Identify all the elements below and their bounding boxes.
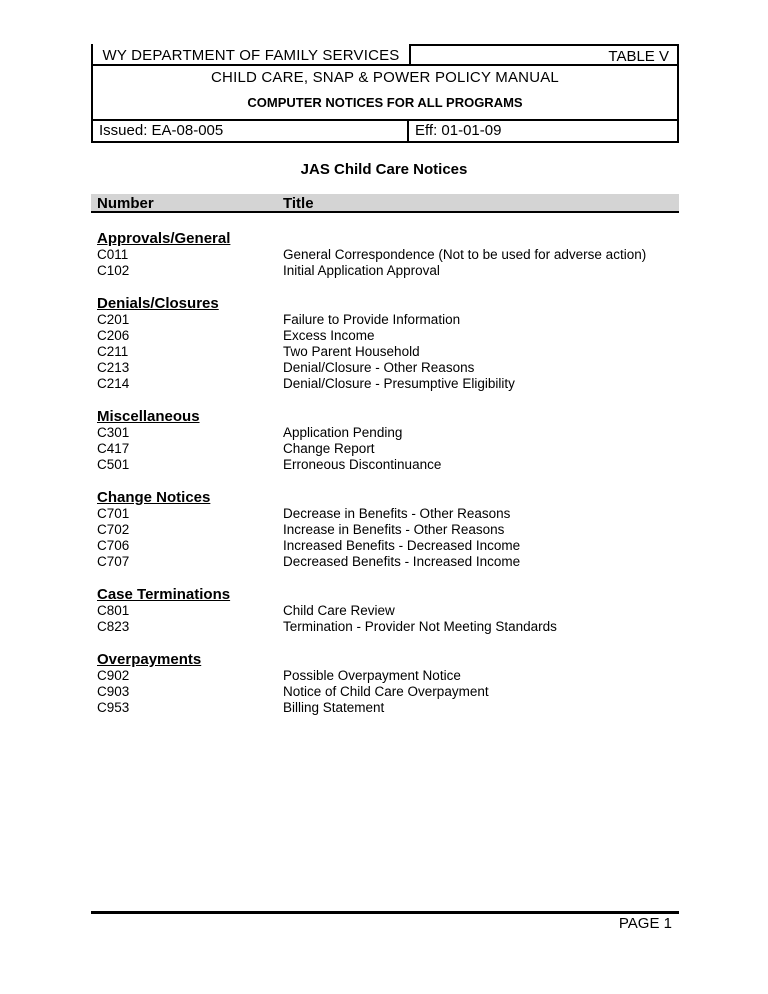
section-heading: Denials/Closures: [97, 295, 219, 312]
notice-row: [97, 554, 677, 570]
notice-title: Change Report: [283, 441, 375, 456]
notice-title: Decrease in Benefits - Other Reasons: [283, 506, 511, 521]
notice-number: C707: [97, 554, 130, 569]
manual-title: CHILD CARE, SNAP & POWER POLICY MANUAL: [211, 69, 559, 86]
notice-row: [97, 360, 677, 376]
notice-number: C102: [97, 263, 130, 278]
notice-title: Application Pending: [283, 425, 403, 440]
notice-row: [97, 506, 677, 522]
notice-section: [97, 489, 677, 570]
notice-title: Termination - Provider Not Meeting Standards: [283, 619, 557, 634]
notice-row: [97, 328, 677, 344]
notice-row: [97, 425, 677, 441]
notice-number: C706: [97, 538, 130, 553]
notice-title: Possible Overpayment Notice: [283, 668, 461, 683]
notice-number: C206: [97, 328, 130, 343]
notice-number: C702: [97, 522, 130, 537]
header-bottom-row: [93, 121, 677, 141]
notice-number: C953: [97, 700, 130, 715]
notice-title: Denial/Closure - Presumptive Eligibility: [283, 376, 515, 391]
notice-number: C823: [97, 619, 130, 634]
effective-date: Eff: 01-01-09: [415, 122, 502, 139]
notice-row: [97, 700, 677, 716]
notice-row: [97, 312, 677, 328]
notice-number: C701: [97, 506, 130, 521]
notice-row: [97, 538, 677, 554]
column-header-number: Number: [97, 195, 154, 212]
notice-title: Excess Income: [283, 328, 375, 343]
notice-row: [97, 263, 677, 279]
notice-section: [97, 651, 677, 716]
section-heading: Change Notices: [97, 489, 211, 506]
notice-row: [97, 619, 677, 635]
footer-divider: [91, 911, 679, 914]
notice-row: [97, 441, 677, 457]
notice-title: Failure to Provide Information: [283, 312, 461, 327]
notice-sections: [97, 230, 677, 732]
notice-number: C801: [97, 603, 130, 618]
notice-section: [97, 295, 677, 392]
issued-label: Issued: EA-08-005: [93, 121, 409, 141]
notice-title: Billing Statement: [283, 700, 385, 715]
section-heading: Miscellaneous: [97, 408, 200, 425]
notice-title: Erroneous Discontinuance: [283, 457, 442, 472]
notice-number: C903: [97, 684, 130, 699]
section-heading: Case Terminations: [97, 586, 231, 603]
department-name: WY DEPARTMENT OF FAMILY SERVICES: [93, 44, 409, 66]
notice-title: Two Parent Household: [283, 344, 420, 359]
document-header: [91, 44, 679, 143]
notice-section: [97, 408, 677, 473]
notice-title: Denial/Closure - Other Reasons: [283, 360, 475, 375]
notice-number: C301: [97, 425, 130, 440]
notice-title: General Correspondence (Not to be used for adverse action): [283, 247, 647, 262]
notice-title: Notice of Child Care Overpayment: [283, 684, 489, 699]
notice-title: Initial Application Approval: [283, 263, 440, 278]
notice-row: [97, 603, 677, 619]
header-middle: [93, 66, 677, 121]
notice-row: [97, 684, 677, 700]
notice-number: C501: [97, 457, 130, 472]
notice-number: C011: [97, 247, 129, 262]
notice-number: C201: [97, 312, 130, 327]
notice-row: [97, 247, 677, 263]
header-top-row: [93, 44, 677, 66]
notice-number: C213: [97, 360, 130, 375]
notice-number: C417: [97, 441, 130, 456]
notice-number: C214: [97, 376, 130, 391]
notice-row: [97, 376, 677, 392]
section-heading: Overpayments: [97, 651, 202, 668]
notice-row: [97, 668, 677, 684]
notice-title: Increase in Benefits - Other Reasons: [283, 522, 505, 537]
column-header-title: Title: [283, 195, 314, 212]
notice-row: [97, 522, 677, 538]
manual-subtitle: COMPUTER NOTICES FOR ALL PROGRAMS: [247, 95, 523, 110]
notice-row: [97, 344, 677, 360]
notice-number: C211: [97, 344, 129, 359]
notice-title: Decreased Benefits - Increased Income: [283, 554, 521, 569]
notice-number: C902: [97, 668, 130, 683]
notice-section: [97, 230, 677, 279]
notice-section: [97, 586, 677, 635]
column-header: [91, 194, 679, 213]
section-heading: Approvals/General: [97, 230, 231, 247]
page-number: PAGE 1: [618, 915, 672, 932]
notice-title: Child Care Review: [283, 603, 395, 618]
page-title: JAS Child Care Notices: [300, 161, 468, 178]
table-label: TABLE V: [409, 44, 679, 66]
notice-row: [97, 457, 677, 473]
notice-title: Increased Benefits - Decreased Income: [283, 538, 521, 553]
